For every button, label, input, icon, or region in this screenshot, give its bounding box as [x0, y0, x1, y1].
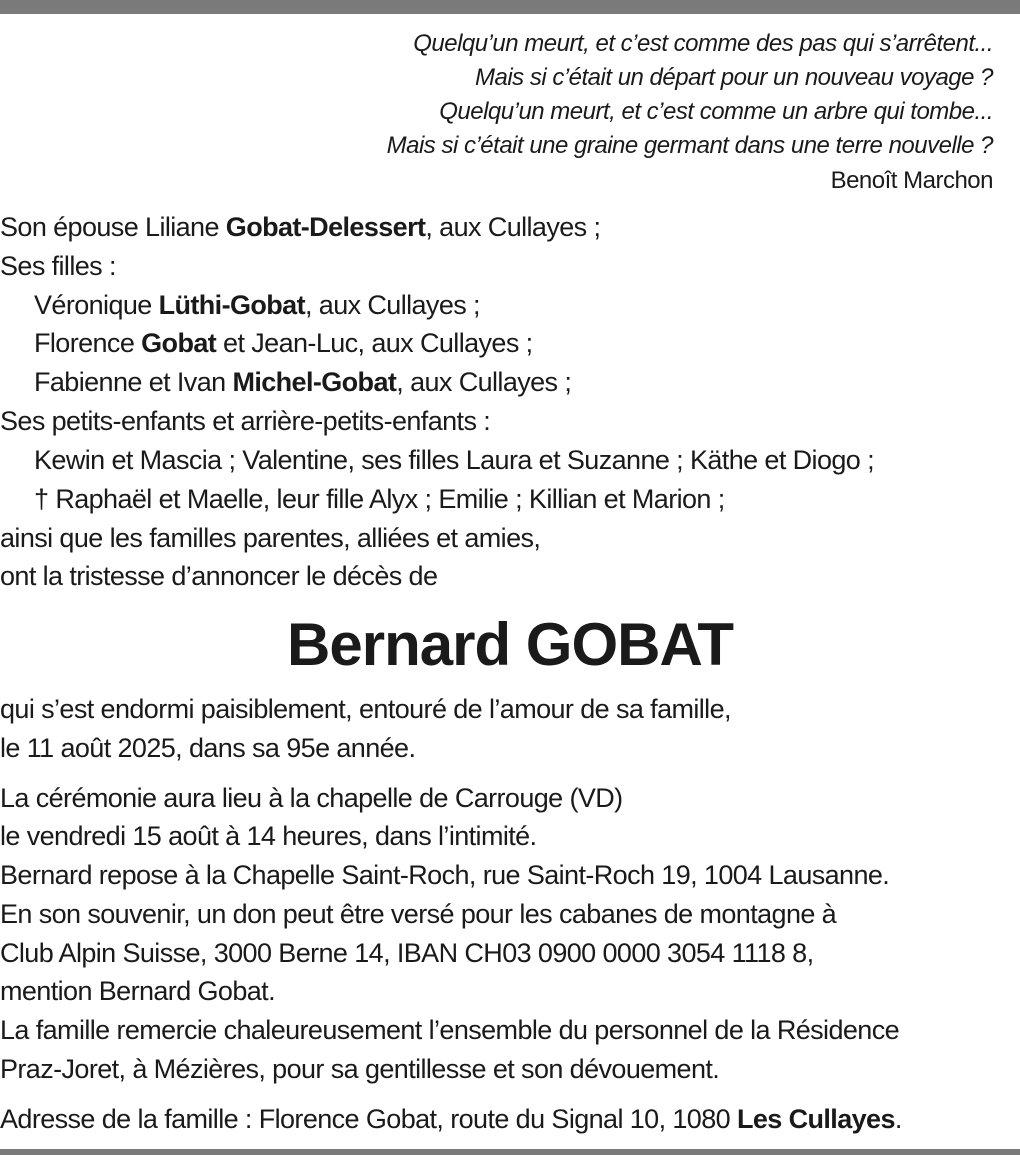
daughter-line: Florence Gobat et Jean-Luc, aux Cullayes ; [34, 328, 533, 358]
spouse-line: Son épouse Liliane Gobat-Delessert, aux Cullayes ; [0, 212, 601, 242]
deceased-name: Bernard GOBAT [287, 611, 733, 678]
ceremony-line: La famille remercie chaleureusement l’ensemble du personnel de la Résidence [0, 1015, 900, 1045]
poem-line: Mais si c’était un départ pour un nouveau voyage ? [474, 64, 993, 91]
poem-author: Benoît Marchon [830, 167, 993, 194]
grandchildren-line: † Raphaël et Maelle, leur fille Alyx ; Emilie ; Killian et Marion ; [34, 484, 725, 514]
ceremony-line: En son souvenir, un don peut être versé pour les cabanes de montagne à [0, 899, 837, 929]
relatives-line: ainsi que les familles parentes, alliées et amies, [0, 523, 541, 553]
announce-line: ont la tristesse d’annoncer le décès de [0, 561, 438, 591]
ceremony-line: mention Bernard Gobat. [0, 976, 275, 1006]
spouse-surname: Gobat-Delessert [225, 212, 426, 242]
death-line: qui s’est endormi paisiblement, entouré de l’amour de sa famille, [0, 694, 731, 724]
grandchildren-line: Kewin et Mascia ; Valentine, ses filles Laura et Suzanne ; Käthe et Diogo ; [34, 445, 875, 475]
daughter-line: Fabienne et Ivan Michel-Gobat, aux Cullayes ; [34, 367, 572, 397]
poem-line: Mais si c’était une graine germant dans une terre nouvelle ? [386, 132, 993, 159]
ceremony-line: Club Alpin Suisse, 3000 Berne 14, IBAN CH03 0900 0000 3054 1118 8, [0, 938, 814, 968]
poem-line: Quelqu’un meurt, et c’est comme des pas qui s’arrêtent... [413, 30, 993, 57]
ceremony-line: La cérémonie aura lieu à la chapelle de Carrouge (VD) [0, 783, 623, 813]
daughter-line: Véronique Lüthi-Gobat, aux Cullayes ; [34, 290, 480, 320]
address-locality: Les Cullayes [736, 1104, 895, 1134]
ceremony-line: Praz-Joret, à Mézières, pour sa gentillesse et son dévouement. [0, 1054, 720, 1084]
poem-line: Quelqu’un meurt, et c’est comme un arbre qui tombe... [439, 98, 993, 125]
ceremony-line: le vendredi 15 août à 14 heures, dans l’intimité. [0, 821, 537, 851]
death-line: le 11 août 2025, dans sa 95e année. [0, 733, 416, 763]
daughters-heading: Ses filles : [0, 251, 116, 281]
grandchildren-heading: Ses petits-enfants et arrière-petits-enfants : [0, 406, 491, 436]
family-address: Adresse de la famille : Florence Gobat, route du Signal 10, 1080 Les Cullayes. [0, 1104, 902, 1134]
ceremony-line: Bernard repose à la Chapelle Saint-Roch, rue Saint-Roch 19, 1004 Lausanne. [0, 860, 890, 890]
bottom-rule [0, 1149, 1020, 1155]
